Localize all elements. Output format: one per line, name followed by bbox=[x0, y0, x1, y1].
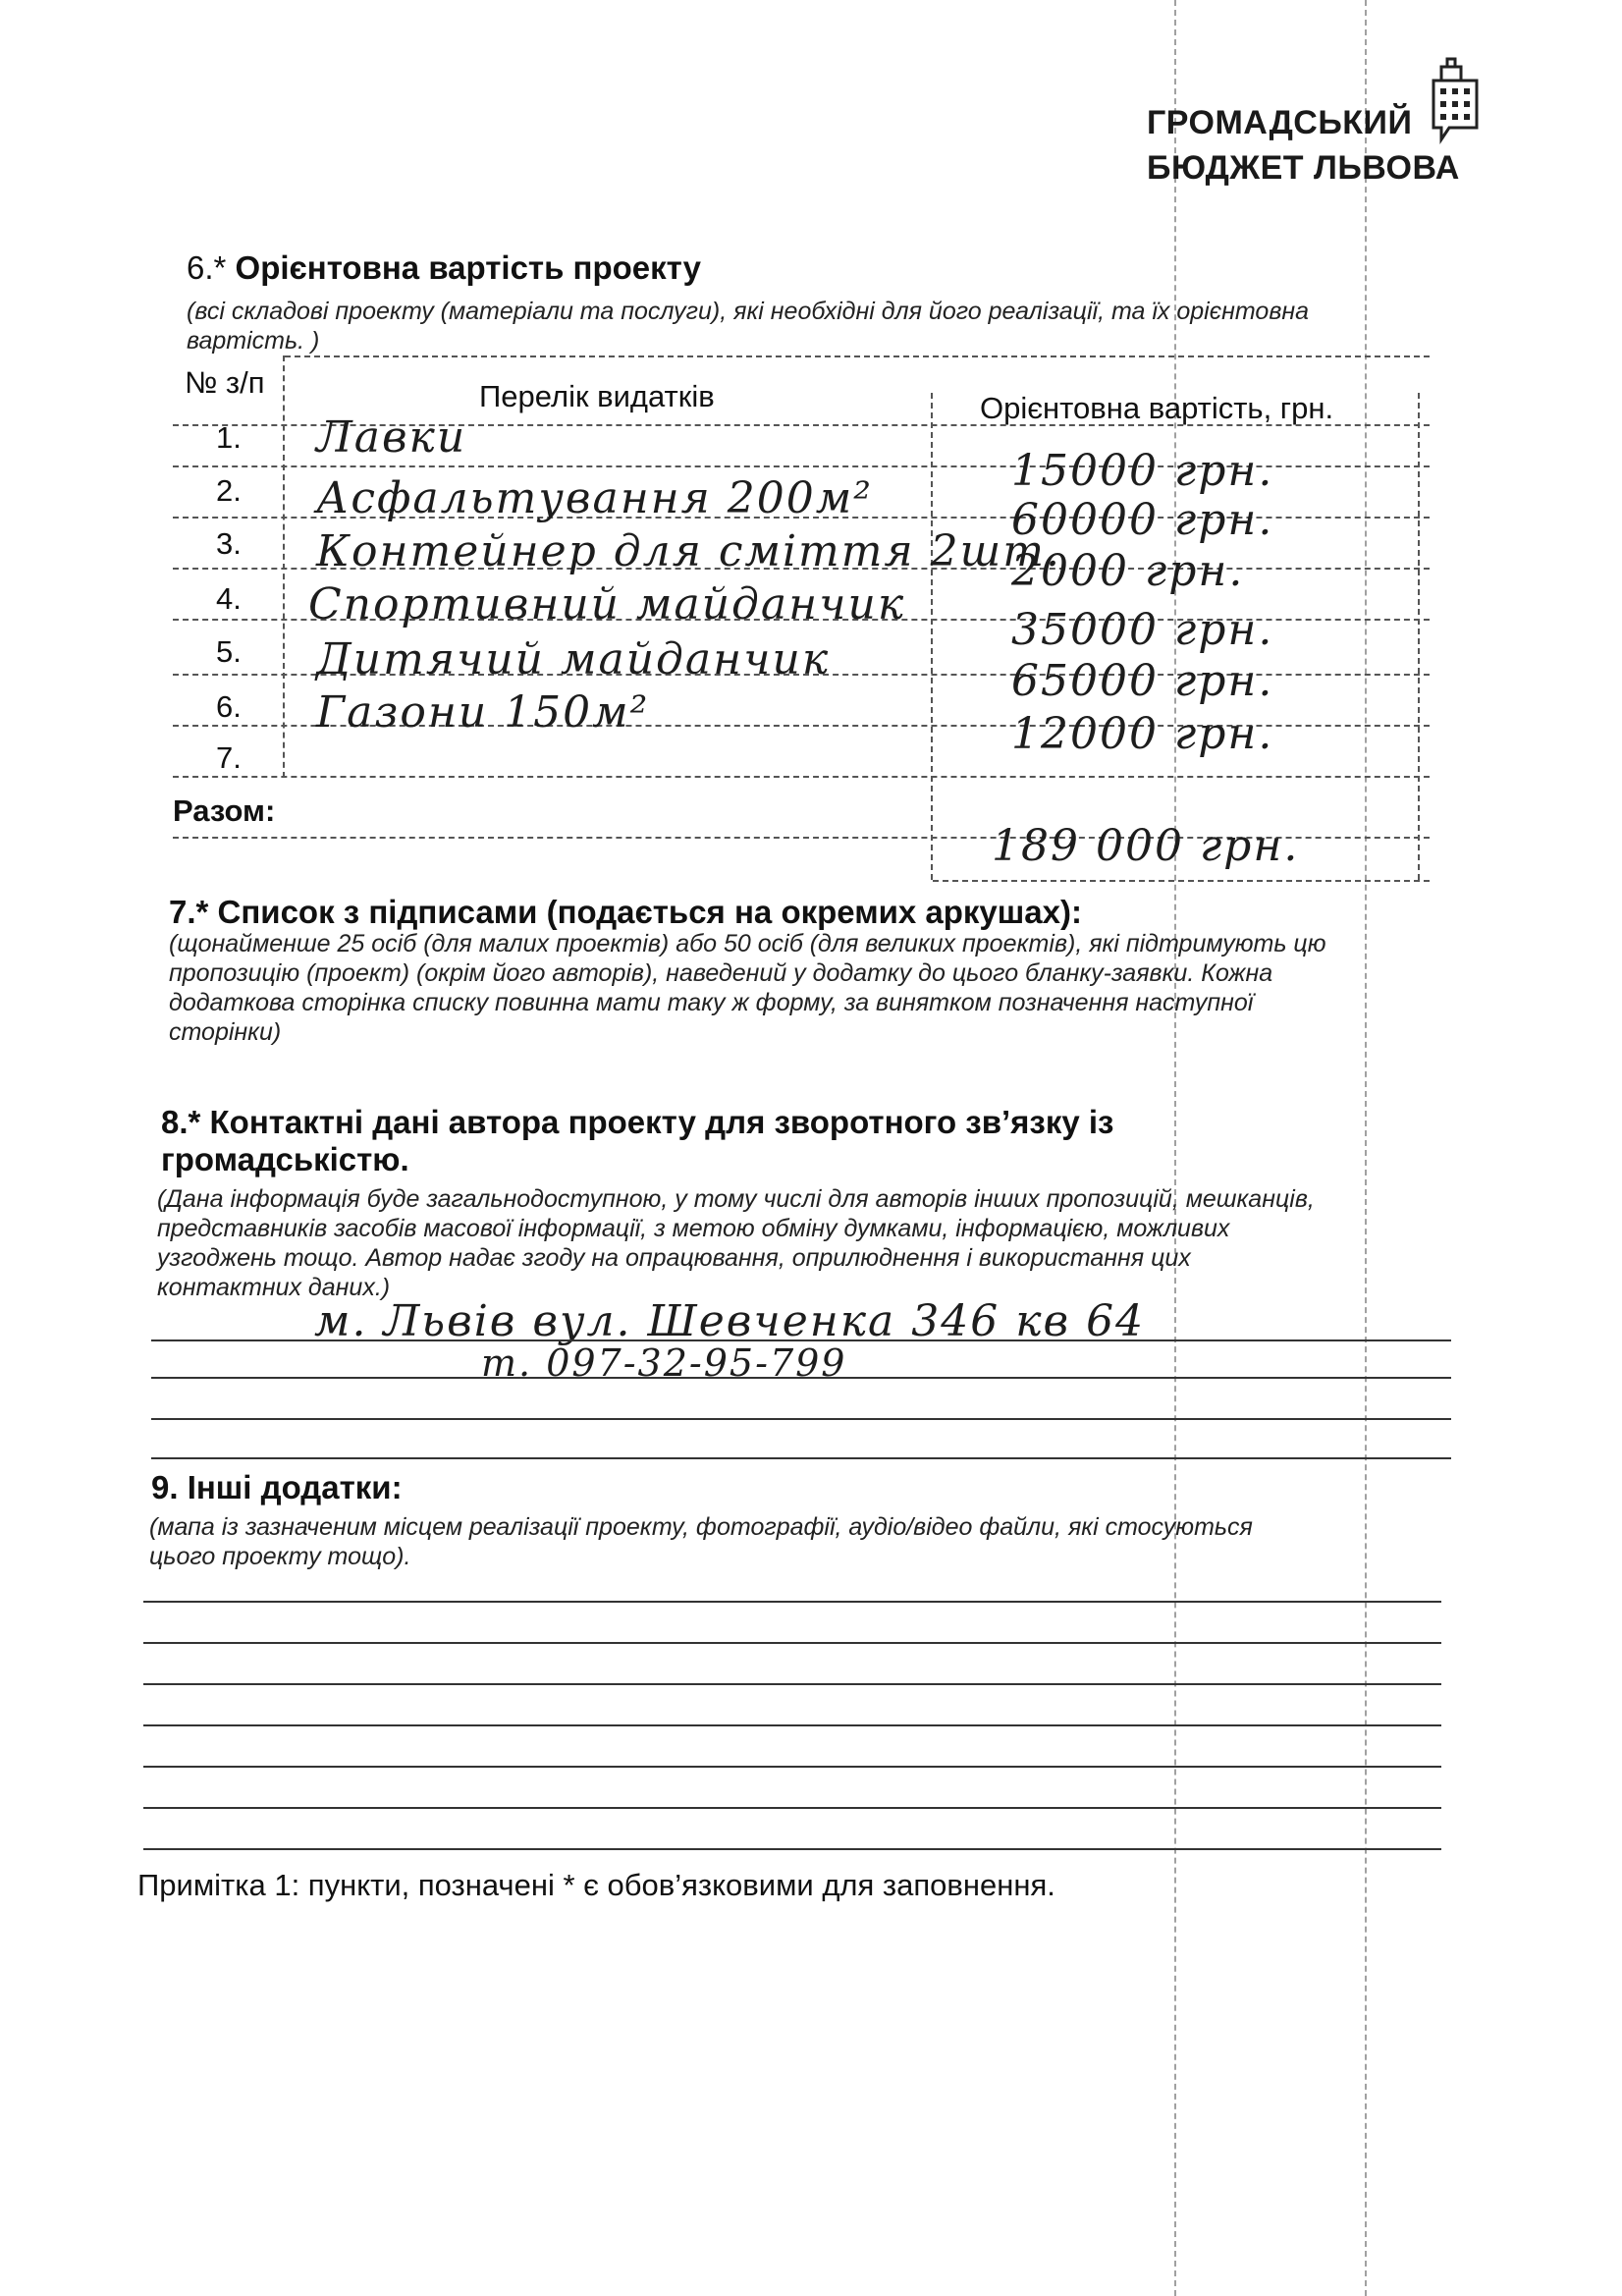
contact-address: м. Львів вул. Шевченка 346 кв 64 bbox=[314, 1296, 1146, 1346]
row-cost: 2000 грн. bbox=[1011, 546, 1245, 596]
row-item: Контейнер для сміття 2шт. bbox=[316, 526, 1061, 576]
row-num: 6. bbox=[216, 689, 242, 724]
section8-title-line2: громадськістю. bbox=[161, 1141, 409, 1177]
table-col-divider bbox=[283, 355, 285, 778]
table-rule bbox=[285, 355, 1430, 357]
row-item: Лавки bbox=[316, 412, 467, 463]
section9-note-line: (мапа із зазначеним місцем реалізації проекту, фотографії, аудіо/відео файли, які стосуються bbox=[149, 1513, 1253, 1541]
section6-note-line1: (всі складові проекту (матеріали та послуги), які необхідні для його реалізації, та їх орієнтовна bbox=[187, 298, 1310, 325]
row-item: Дитячий майданчик bbox=[316, 634, 831, 684]
write-line bbox=[143, 1683, 1441, 1685]
row-cost: 15000 грн. bbox=[1011, 446, 1274, 496]
section6-heading bbox=[187, 249, 701, 287]
section9-heading bbox=[151, 1469, 403, 1506]
section7-note-line: (щонайменше 25 осіб (для малих проектів) або 50 осіб (для великих проектів), які підтримують цю bbox=[169, 930, 1326, 957]
write-line bbox=[151, 1418, 1451, 1420]
table-col-divider bbox=[931, 393, 933, 880]
row-num: 2. bbox=[216, 473, 242, 508]
write-line bbox=[143, 1724, 1441, 1726]
footnote: Примітка 1: пункти, позначені * є обов’язковими для заповнення. bbox=[137, 1868, 1055, 1902]
section7-note-line: пропозицію (проект) (окрім його авторів), наведений у додатку до цього бланку-заявки. Кожна bbox=[169, 959, 1273, 987]
write-line bbox=[143, 1848, 1441, 1850]
section6-note-line2: вартість. ) bbox=[187, 327, 320, 355]
row-item: Газони 150м² bbox=[316, 687, 650, 738]
section9-note-line: цього проекту тощо). bbox=[149, 1543, 411, 1570]
col-header-cost: Орієнтовна вартість, грн. bbox=[980, 391, 1334, 425]
contact-phone: т. 097-32-95-799 bbox=[481, 1341, 847, 1385]
write-line bbox=[151, 1377, 1451, 1379]
section9-note bbox=[149, 1512, 1465, 1571]
section8-note-line: контактних даних.) bbox=[157, 1274, 391, 1301]
section8-heading bbox=[161, 1104, 1113, 1178]
section8-note-line: (Дана інформація буде загальнодоступною, у тому числі для авторів інших пропозицій, мешканців, bbox=[157, 1185, 1315, 1213]
total-value: 189 000 грн. bbox=[992, 821, 1300, 871]
table-rule bbox=[933, 880, 1430, 882]
section7-heading bbox=[169, 894, 1082, 931]
section8-note-line: узгоджень тощо. Автор надає згоду на опрацювання, оприлюднення і використання цих bbox=[157, 1244, 1191, 1272]
section8-note bbox=[157, 1184, 1473, 1302]
section7-note bbox=[169, 929, 1465, 1047]
section8-note-line: представників засобів масової інформації, з метою обміну думками, інформацією, можливих bbox=[157, 1215, 1230, 1242]
section8-title-line1: 8.* Контактні дані автора проекту для зворотного зв’язку із bbox=[161, 1104, 1114, 1140]
total-label: Разом: bbox=[173, 793, 276, 828]
section7-title: 7.* Список з підписами (подається на окремих аркушах): bbox=[169, 894, 1082, 930]
row-num: 7. bbox=[216, 740, 242, 775]
write-line bbox=[151, 1457, 1451, 1459]
write-line bbox=[143, 1642, 1441, 1644]
table-rule bbox=[173, 776, 1430, 778]
row-item: Спортивний майданчик bbox=[308, 579, 906, 629]
write-line bbox=[143, 1766, 1441, 1768]
section6-number: 6.* bbox=[187, 249, 227, 286]
section6-note bbox=[187, 297, 1463, 355]
col-header-num: № з/п bbox=[185, 365, 265, 400]
section9-title: 9. Інші додатки: bbox=[151, 1469, 403, 1505]
row-cost: 35000 грн. bbox=[1011, 605, 1274, 655]
col-header-item: Перелік видатків bbox=[479, 379, 715, 413]
row-num: 1. bbox=[216, 420, 242, 455]
logo-line2: БЮДЖЕТ ЛЬВОВА bbox=[1147, 149, 1460, 187]
write-line bbox=[143, 1807, 1441, 1809]
row-num: 4. bbox=[216, 581, 242, 616]
section7-note-line: додаткова сторінка списку повинна мати таку ж форму, за винятком позначення наступної bbox=[169, 989, 1254, 1016]
row-cost: 60000 грн. bbox=[1011, 495, 1274, 545]
row-item: Асфальтування 200м² bbox=[316, 473, 873, 523]
table-col-divider bbox=[1418, 393, 1420, 880]
row-cost: 12000 грн. bbox=[1011, 709, 1274, 759]
logo bbox=[1147, 57, 1481, 204]
row-num: 5. bbox=[216, 634, 242, 669]
write-line bbox=[143, 1601, 1441, 1603]
row-num: 3. bbox=[216, 526, 242, 561]
section7-note-line: сторінки) bbox=[169, 1018, 282, 1046]
row-cost: 65000 грн. bbox=[1011, 656, 1274, 706]
building-speech-icon bbox=[1432, 57, 1479, 145]
section6-title: Орієнтовна вартість проекту bbox=[235, 249, 702, 286]
logo-line1: ГРОМАДСЬКИЙ bbox=[1147, 104, 1413, 141]
